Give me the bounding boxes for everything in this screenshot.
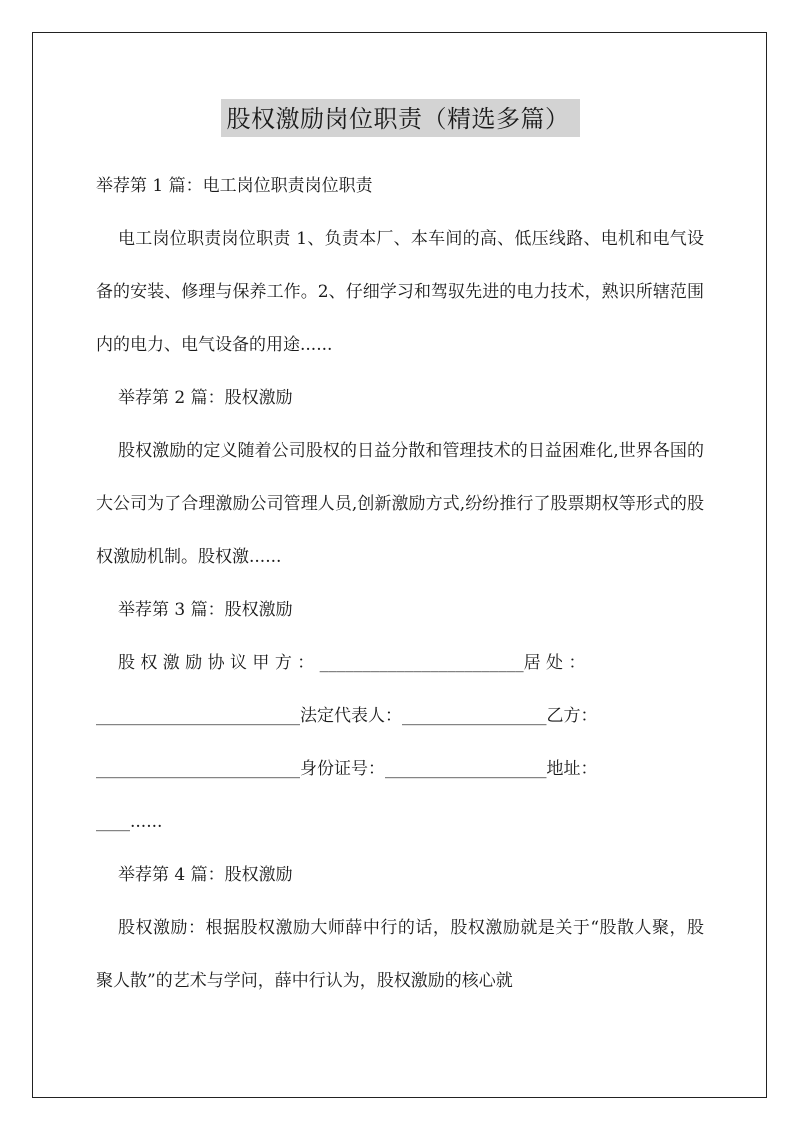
section-paragraph-2: 股权激励的定义随着公司股权的日益分散和管理技术的日益困难化,世界各国的大公司为了合理激励公司管理人员,创新激励方式,纷纷推行了股票期权等形式的股权激励机制。股权激...... — [96, 441, 704, 567]
section-heading-1: 举荐第 1 篇：电工岗位职责岗位职责 — [96, 176, 373, 196]
section-paragraph-1: 电工岗位职责岗位职责 1、负责本厂、本车间的高、低压线路、电机和电气设备的安装、修理与保养工作。2、仔细学习和驾驭先进的电力技术，熟识所辖范围内的电力、电气设备的用途...... — [96, 229, 704, 355]
document-body — [96, 160, 704, 1008]
section-heading-4: 举荐第 4 篇：股权激励 — [118, 865, 293, 885]
document-title: 股权激励岗位职责（精选多篇） — [221, 99, 580, 137]
agreement-line-1: 股 权 激 励 协 议 甲 方 ： ________________________居 处 ： — [118, 653, 586, 673]
agreement-line-4: ____...... — [96, 812, 163, 832]
section-paragraph-4: 股权激励：根据股权激励大师薛中行的话，股权激励就是关于“股散人聚，股聚人散”的艺术与学问，薛中行认为，股权激励的核心就 — [96, 918, 704, 991]
agreement-line-3: ________________________身份证号：___________________地址： — [96, 759, 598, 779]
section-heading-3: 举荐第 3 篇：股权激励 — [118, 600, 293, 620]
agreement-line-2: ________________________法定代表人：_________________乙方： — [96, 706, 598, 726]
section-heading-2: 举荐第 2 篇：股权激励 — [118, 388, 293, 408]
